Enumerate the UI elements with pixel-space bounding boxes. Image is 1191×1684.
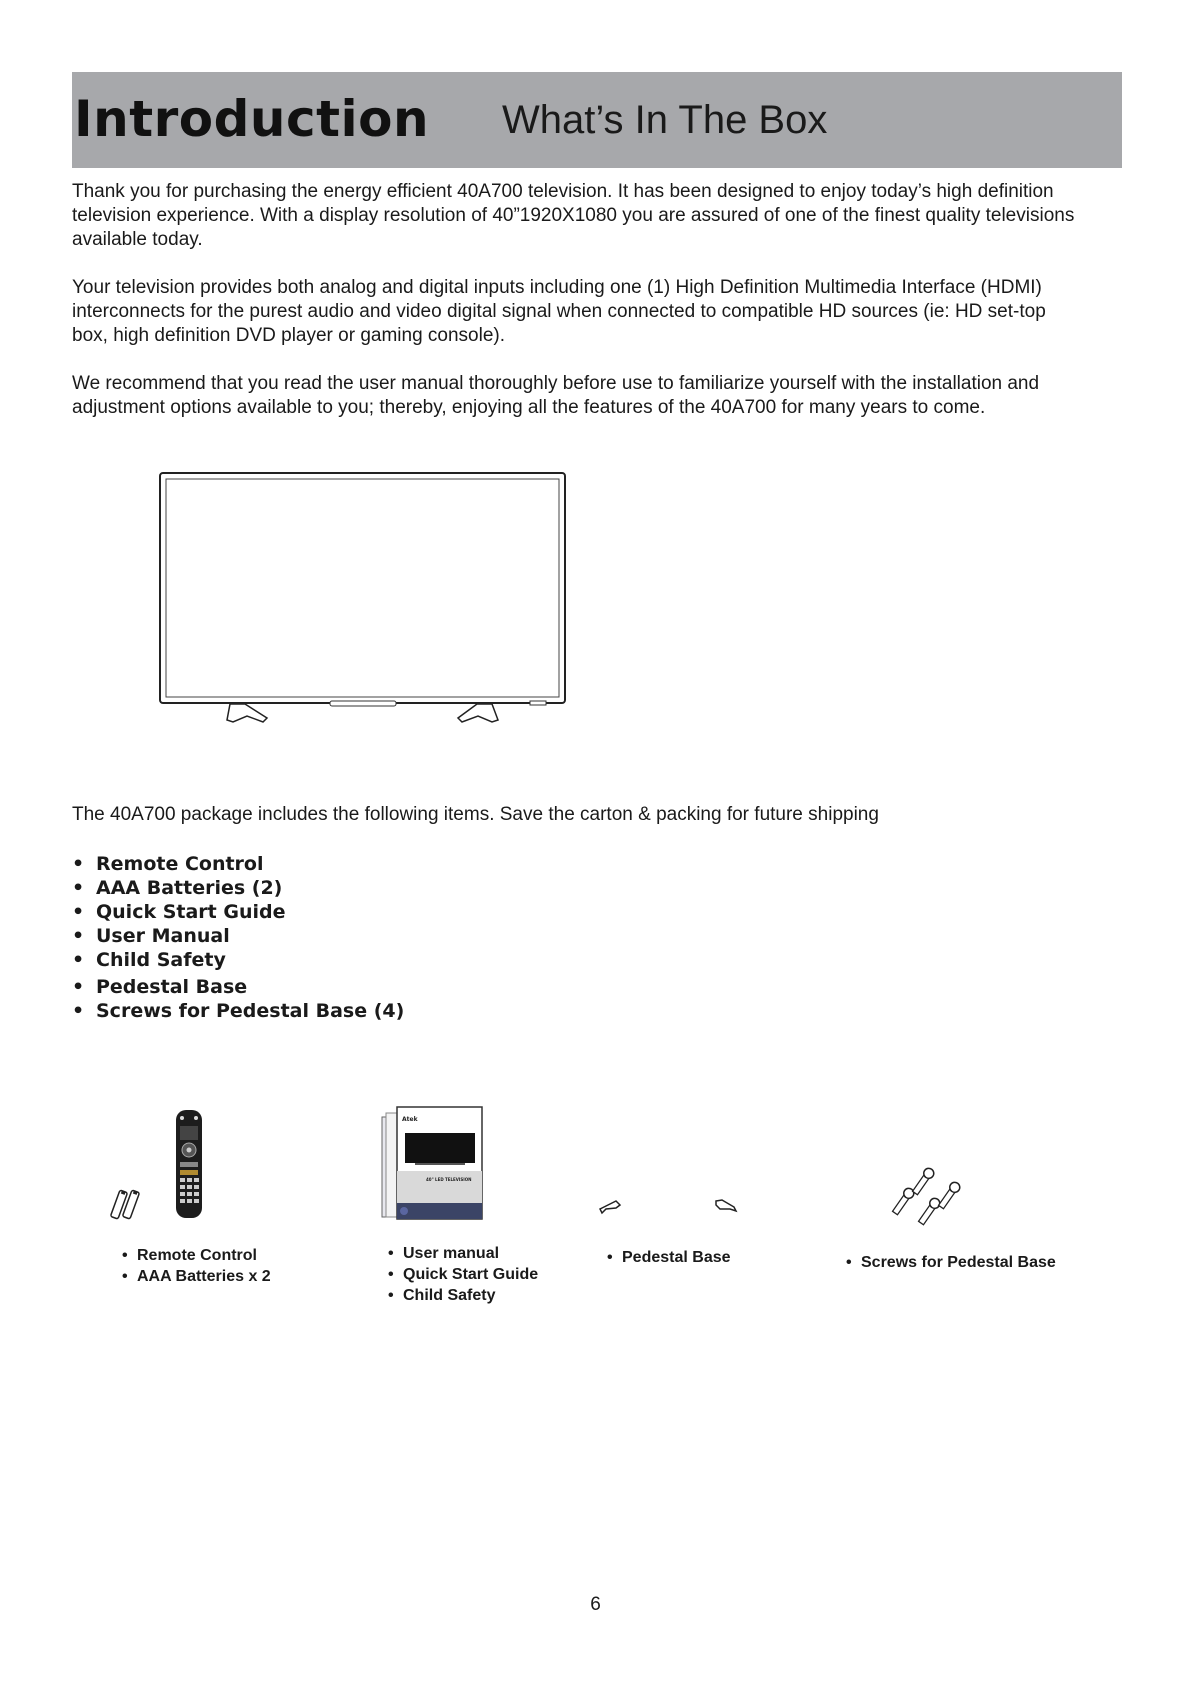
screws-illustration bbox=[885, 1165, 965, 1235]
list-item: • AAA Batteries (2) bbox=[72, 876, 404, 900]
paragraph-line: We recommend that you read the user manual thoroughly before use to familiarize yourself with the installation and bbox=[72, 373, 1040, 394]
tv-logo-strip bbox=[330, 701, 396, 706]
page-number: 6 bbox=[590, 1594, 601, 1615]
caption-item: • Remote Control bbox=[122, 1245, 271, 1266]
tv-button-bump bbox=[530, 701, 546, 705]
manual-illustration bbox=[380, 1105, 485, 1225]
caption-item: • Pedestal Base bbox=[607, 1247, 731, 1268]
caption-item: • User manual bbox=[388, 1243, 538, 1264]
screws-caption bbox=[846, 1252, 1056, 1273]
list-item: • Child Safety bbox=[72, 948, 404, 972]
list-item: • Pedestal Base bbox=[72, 975, 404, 999]
paragraph-line: available today. bbox=[72, 229, 203, 250]
package-description: The 40A700 package includes the following items. Save the carton & packing for future shipping bbox=[72, 804, 879, 825]
tv-illustration bbox=[155, 470, 575, 730]
page-subtitle: What’s In The Box bbox=[502, 98, 828, 142]
pedestal-caption bbox=[607, 1247, 731, 1268]
screw-icon bbox=[911, 1166, 936, 1195]
package-items-list bbox=[72, 852, 404, 1023]
manual-cover-title: 40" LED TELEVISION bbox=[426, 1177, 472, 1182]
intro-paragraph-1 bbox=[72, 180, 1132, 252]
pedestal-right-icon bbox=[716, 1200, 736, 1211]
list-item: • Screws for Pedestal Base (4) bbox=[72, 999, 404, 1023]
remote-control-icon bbox=[176, 1110, 202, 1218]
remote-batteries-illustration bbox=[110, 1110, 220, 1230]
intro-paragraph-2 bbox=[72, 276, 1132, 348]
user-manual-cover bbox=[397, 1107, 482, 1219]
caption-item: • Screws for Pedestal Base bbox=[846, 1252, 1056, 1273]
pedestal-base-illustration bbox=[598, 1195, 748, 1225]
paragraph-line: adjustment options available to you; thereby, enjoying all the features of the 40A700 for many years to come. bbox=[72, 397, 986, 418]
paragraph-line: interconnects for the purest audio and video digital signal when connected to compatible HD sources (ie: HD set-top bbox=[72, 301, 1046, 322]
list-item: • User Manual bbox=[72, 924, 404, 948]
manual-cover-brand: Atek bbox=[402, 1116, 418, 1123]
list-item: • Quick Start Guide bbox=[72, 900, 404, 924]
remote-caption bbox=[122, 1245, 271, 1287]
tv-left-foot bbox=[227, 704, 267, 722]
paragraph-line: television experience. With a display resolution of 40”1920X1080 you are assured of one of the finest quality televisions bbox=[72, 205, 1075, 226]
paragraph-line: Thank you for purchasing the energy efficient 40A700 television. It has been designed to enjoy today’s high definition bbox=[72, 181, 1054, 202]
list-item: • Remote Control bbox=[72, 852, 404, 876]
paragraph-line: box, high definition DVD player or gaming console). bbox=[72, 325, 506, 346]
pedestal-left-icon bbox=[600, 1201, 620, 1213]
caption-item: • Quick Start Guide bbox=[388, 1264, 538, 1285]
tv-right-foot bbox=[458, 704, 498, 722]
screw-icon bbox=[891, 1186, 916, 1215]
screw-icon bbox=[937, 1180, 962, 1209]
caption-item: • Child Safety bbox=[388, 1285, 538, 1306]
section-header bbox=[72, 72, 1122, 168]
caption-item: • AAA Batteries x 2 bbox=[122, 1266, 271, 1287]
tv-screen bbox=[166, 479, 559, 697]
paragraph-line: Your television provides both analog and digital inputs including one (1) High Definition Multimedia Interface (HDMI) bbox=[72, 277, 1042, 298]
intro-paragraph-3 bbox=[72, 372, 1132, 420]
docs-caption bbox=[388, 1243, 538, 1306]
page-title: Introduction bbox=[74, 90, 430, 148]
screw-icon bbox=[917, 1196, 942, 1225]
